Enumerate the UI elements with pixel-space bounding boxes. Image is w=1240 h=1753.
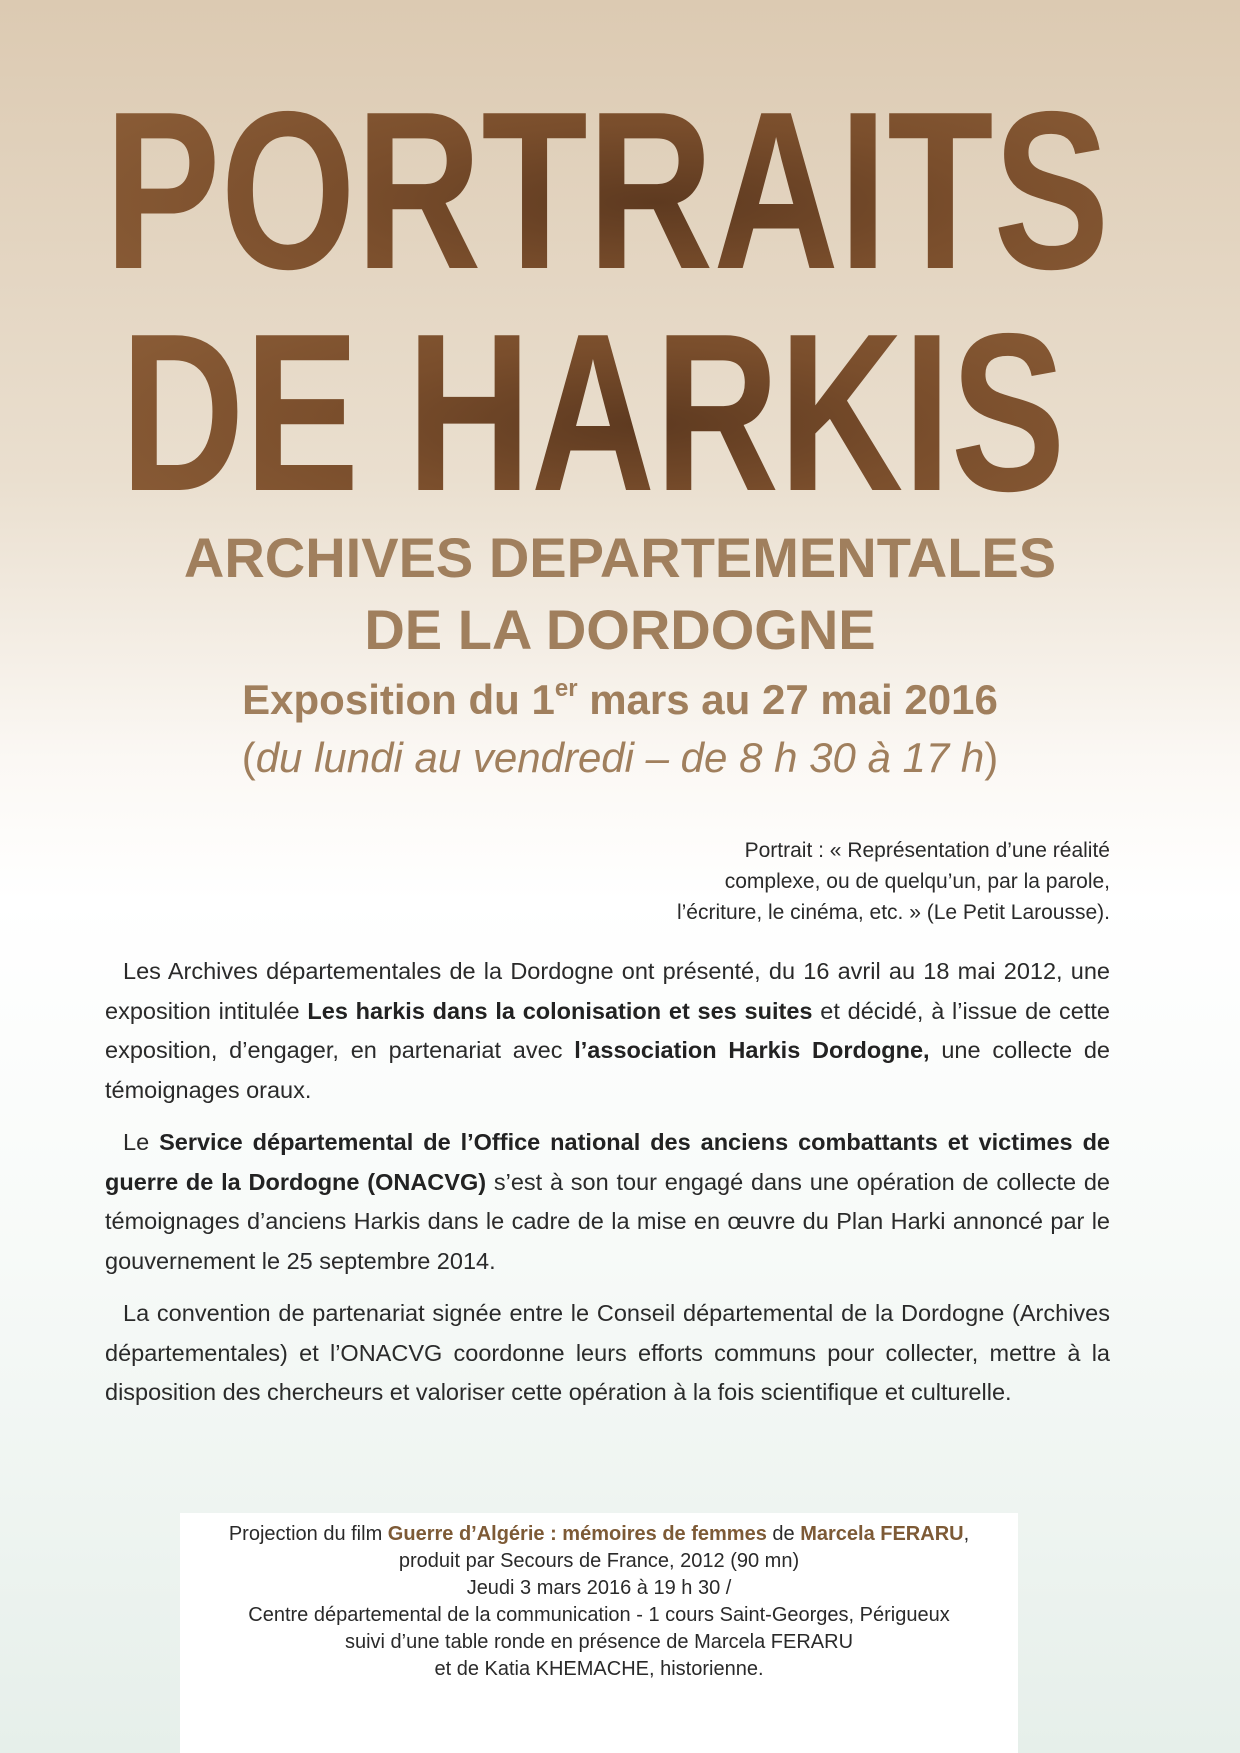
archives-title-line2: DE LA DORDOGNE <box>364 598 876 661</box>
association-name: l’association Harkis Dordogne, <box>574 1037 930 1063</box>
hero-title-line1: PORTRAITS <box>104 64 1110 316</box>
paragraph-text: Le <box>123 1129 160 1155</box>
paragraph-2 <box>105 1123 1110 1281</box>
exposition-suffix: mars au 27 mai 2016 <box>577 676 998 723</box>
hero-title-graphic <box>103 64 1111 538</box>
hours-close-paren: ) <box>984 734 999 781</box>
paragraph-text: s’est à son tour engagé dans une opération de collecte de témoignages d’anciens Harkis dans le cadre de la mise en œuvre du Plan Harki annoncé par le gouvernement le 25 septembre 2014. <box>105 1168 1110 1274</box>
event-line-2: produit par Secours de France, 2012 (90 mn) <box>398 1550 800 1572</box>
paragraph-3: La convention de partenariat signée entre le Conseil départemental de la Dordogne (Archives départementales) et l’ONACVG coordonne leurs efforts communs pour collecter, mettre à la disposition des chercheurs et valoriser cette opération à la fois scientifique et culturelle. <box>105 1300 1110 1405</box>
event-text: de <box>766 1523 801 1545</box>
quote-line: l’écriture, le cinéma, etc. » (Le Petit Larousse). <box>676 901 1110 924</box>
hero-title-line2: DE HARKIS <box>120 286 1066 538</box>
event-text: , <box>963 1523 970 1545</box>
film-title: Guerre d’Algérie : mémoires de femmes <box>387 1523 767 1545</box>
onacvg-name: Service départemental de l’Office national des anciens combattants et victimes de guerre de la Dordogne (ONACVG) <box>105 1129 1110 1195</box>
body-text <box>105 952 1110 1426</box>
paragraph-1 <box>105 952 1110 1110</box>
exposition-superscript: er <box>554 675 578 702</box>
hours-text: du lundi au vendredi – de 8 h 30 à 17 h <box>255 734 985 781</box>
event-text: Projection du film <box>228 1523 388 1545</box>
event-line-5: suivi d’une table ronde en présence de Marcela FERARU <box>344 1631 854 1653</box>
film-screening-box <box>180 1513 1018 1753</box>
quote-line: complexe, ou de quelqu’un, par la parole, <box>724 870 1110 893</box>
exposition-prefix: Exposition du 1 <box>242 676 555 723</box>
event-line-1 <box>180 1521 1018 1548</box>
hours-open-paren: ( <box>241 734 256 781</box>
archives-title-line1: ARCHIVES DEPARTEMENTALES <box>183 526 1057 589</box>
poster-hero-title <box>103 64 1111 538</box>
director-name: Marcela FERARU <box>800 1523 964 1545</box>
opening-hours <box>0 730 1240 786</box>
paragraph-text: une collecte de témoignages oraux. <box>105 1037 1110 1103</box>
exposition-dates <box>0 672 1240 728</box>
paragraph-text: Les Archives départementales de la Dordogne ont présenté, du 16 avril au 18 mai 2012, une exposition intitulée <box>105 958 1110 1024</box>
exhibition-title: Les harkis dans la colonisation et ses suites <box>307 997 813 1024</box>
event-line-4: Centre départemental de la communication - 1 cours Saint-Georges, Périgueux <box>248 1604 950 1626</box>
event-line-3: Jeudi 3 mars 2016 à 19 h 30 / <box>466 1577 732 1599</box>
paragraph-text: et décidé, à l’issue de cette exposition, d’engager, en partenariat avec <box>105 997 1110 1063</box>
quote-line: Portrait : « Représentation d’une réalité <box>744 839 1110 862</box>
definition-quote <box>550 835 1110 928</box>
event-line-6: et de Katia KHEMACHE, historienne. <box>434 1658 764 1680</box>
